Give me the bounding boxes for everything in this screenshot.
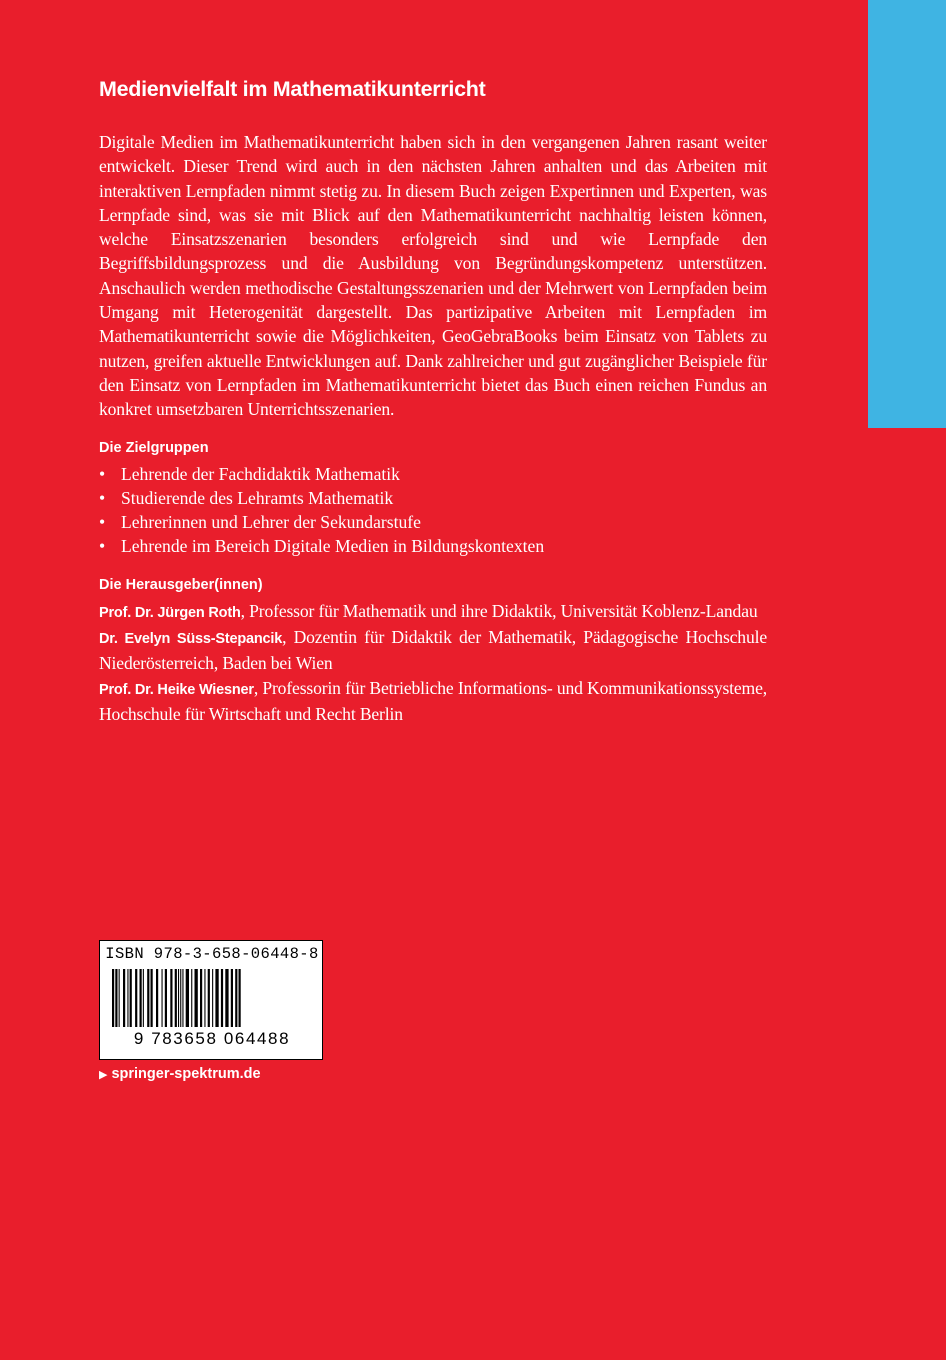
publisher-link[interactable]: [99, 1066, 261, 1082]
editor-affiliation: , Professor für Mathematik und ihre Didaktik, Universität Koblenz-Landau: [240, 600, 758, 621]
audience-heading: Die Zielgruppen: [99, 439, 209, 456]
editor-name: Prof. Dr. Heike Wiesner: [99, 681, 254, 698]
book-description: Digitale Medien im Mathematikunterricht haben sich in den vergangenen Jahren rasant weiter entwickelt. Dieser Trend wird auch in den nächsten Jahren anhalten und das Arbeiten mit interaktiven Lernpfaden nimmt stetig zu. In diesem Buch zeigen Expertinnen und Experten, was Lernpfade sind, was sie mit Blick auf den Mathematikunterricht nachhaltig leisten können, welche Einsatzszenarien besonders erfolgreich sind und wie Lernpfade den Begriffsbildungsprozess und die Ausbildung von Begründungskompetenz unterstützen. Anschaulich werden methodische Gestaltungsszenarien und der Mehrwert von Lernpfaden beim Umgang mit Heterogenität dargestellt. Das partizipative Arbeiten mit Lernpfaden im Mathematikunterricht sowie die Möglichkeiten, GeoGebraBooks beim Einsatz von Tablets zu nutzen, greifen aktuelle Entwicklungen auf. Dank zahlreicher und gut zugänglicher Beispiele für den Einsatz von Lernpfaden im Mathematikunterricht bietet das Buch einen reichen Fundus an konkret umsetzbaren Unterrichtsszenarien.: [99, 132, 767, 420]
editors-heading: Die Herausgeber(innen): [99, 576, 263, 593]
editor-name: Dr. Evelyn Süss-Stepancik: [99, 631, 283, 648]
editor-affiliation: , Dozentin für Didaktik der Mathematik, Pädagogische Hochschule Niederösterreich, Baden bei Wien: [99, 627, 767, 674]
bullet-icon: •: [99, 536, 106, 557]
bullet-icon: •: [99, 512, 106, 533]
isbn-label: ISBN 978-3-658-06448-8: [105, 945, 319, 963]
list-item: • Lehrerinnen und Lehrer der Sekundarstufe: [99, 510, 767, 534]
bullet-icon: •: [99, 487, 106, 508]
book-title: Medienvielfalt im Mathematikunterricht: [99, 77, 486, 101]
editor-affiliation: , Professorin für Betriebliche Informations- und Kommunikationssysteme, Hochschule für Wirtschaft und Recht Berlin: [99, 677, 768, 724]
isbn-barcode: [99, 940, 323, 1060]
editor-entry: [99, 599, 767, 625]
accent-side-bar: [868, 0, 946, 428]
editor-name: Prof. Dr. Jürgen Roth: [99, 604, 241, 621]
bullet-icon: •: [99, 463, 106, 484]
publisher-url: springer-spektrum.de: [111, 1066, 261, 1082]
barcode-digits: 9 783658 064488: [133, 1029, 291, 1048]
arrow-right-icon: ▶: [99, 1068, 108, 1081]
editor-entry: [99, 625, 767, 676]
back-cover-content: [99, 76, 767, 726]
editor-entry: [99, 676, 767, 727]
audience-list: [99, 462, 767, 559]
list-item: • Lehrende im Bereich Digitale Medien in Bildungskontexten: [99, 534, 767, 558]
barcode-bars-icon: [108, 969, 316, 1031]
list-item: • Studierende des Lehramts Mathematik: [99, 486, 767, 510]
list-item: • Lehrende der Fachdidaktik Mathematik: [99, 462, 767, 486]
